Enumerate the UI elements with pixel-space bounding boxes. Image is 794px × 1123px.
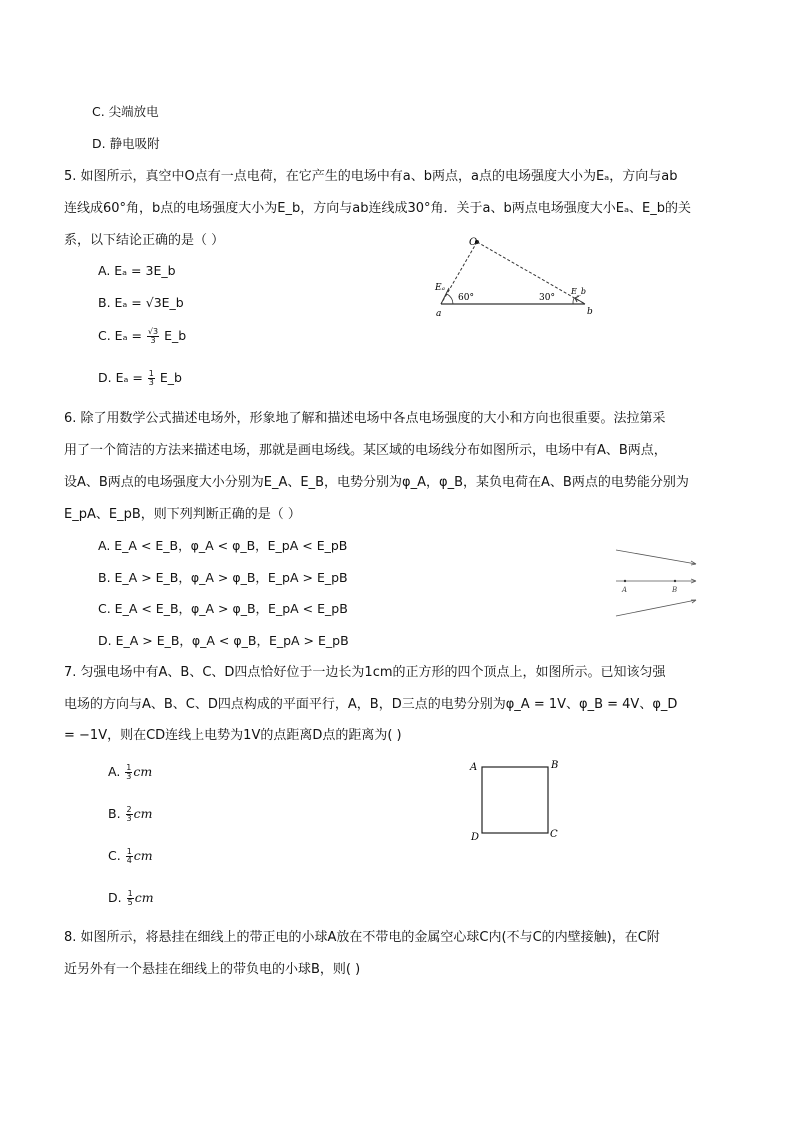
q7-label-d: D <box>471 832 480 843</box>
q5-label-angle-a: 60° <box>458 293 474 303</box>
q5-stem-line2: 连线成60°角，b点的电场强度大小为E_b，方向与ab连线成30°角．关于a、b两点电场强度大小Eₐ、E_b的关 <box>64 201 692 216</box>
q7-option-b-prefix: B. <box>108 806 121 821</box>
q6-stem-line2: 用了一个简洁的方法来描述电场，那就是画电场线。某区域的电场线分布如图所示，电场中有A、B两点， <box>64 443 667 458</box>
q5-label-ea: Eₐ <box>435 283 445 293</box>
q5-line-ob <box>477 242 585 304</box>
q5-label-a: a <box>436 309 442 319</box>
q7-option-c-unit: cm <box>133 848 153 863</box>
q5-label-angle-b: 30° <box>539 293 555 303</box>
q7-option-d-num: 1 <box>127 889 133 898</box>
q7-option-c-prefix: C. <box>108 848 121 863</box>
q7-option-a <box>108 764 152 781</box>
q5-eb-arrow <box>575 296 585 304</box>
q7-square <box>482 767 548 833</box>
q6-option-b: B. E_A > E_B，φ_A > φ_B，E_pA > E_pB <box>98 570 348 585</box>
q7-option-b <box>108 806 153 823</box>
q7-option-d-den: 5 <box>127 898 133 907</box>
q7-option-d <box>108 890 154 907</box>
q5-triangle-figure <box>425 232 605 322</box>
q5-option-d <box>98 370 182 387</box>
q7-option-b-fraction <box>126 806 133 823</box>
q7-option-d-fraction <box>127 890 134 907</box>
q5-angle-arc-b <box>573 298 574 304</box>
q6-label-b: B <box>672 586 678 594</box>
q6-option-d: D. E_A > E_B，φ_A < φ_B，E_pA > E_pB <box>98 633 349 648</box>
q7-label-b: B <box>551 760 559 771</box>
q5-angle-arc-a <box>447 294 453 304</box>
q7-square-figure <box>466 756 566 846</box>
q5-option-d-prefix: D. Eₐ = <box>98 370 143 385</box>
q7-option-a-den: 3 <box>126 772 132 781</box>
q5-option-d-fraction <box>148 370 155 387</box>
q7-option-a-num: 1 <box>126 763 132 772</box>
q6-option-a: A. E_A < E_B，φ_A < φ_B，E_pA < E_pB <box>98 538 348 553</box>
q7-option-d-unit: cm <box>134 890 154 905</box>
q7-label-c: C <box>550 829 558 840</box>
q5-label-o: O <box>469 237 478 248</box>
q6-field-line-bottom <box>616 600 696 616</box>
q7-option-d-prefix: D. <box>108 890 122 905</box>
q5-option-c-den: 3 <box>150 336 156 345</box>
q7-option-a-unit: cm <box>133 764 153 779</box>
q6-label-a: A <box>622 586 628 594</box>
q7-stem-line3: = −1V，则在CD连线上电势为1V的点距离D点的距离为( ) <box>64 728 402 743</box>
q5-label-b: b <box>587 307 593 317</box>
q7-option-b-unit: cm <box>133 806 153 821</box>
q6-field-lines-figure <box>612 544 704 622</box>
q4-option-c: C. 尖端放电 <box>92 104 159 119</box>
q5-option-c-num: √3 <box>147 327 159 336</box>
q7-option-a-fraction <box>125 764 132 781</box>
q6-stem-line1: 6. 除了用数学公式描述电场外，形象地了解和描述电场中各点电场强度的大小和方向也很重要。法拉第采 <box>64 411 666 426</box>
q5-option-c <box>98 328 186 345</box>
q7-option-c <box>108 848 153 865</box>
q5-option-c-suffix: E_b <box>164 328 187 343</box>
q7-option-c-fraction <box>126 848 133 865</box>
q7-label-a: A <box>470 762 478 773</box>
q5-option-d-num: 1 <box>148 369 154 378</box>
q5-option-d-suffix: E_b <box>159 370 182 385</box>
q6-option-c: C. E_A < E_B，φ_A > φ_B，E_pA < E_pB <box>98 601 348 616</box>
q5-option-d-den: 3 <box>148 378 154 387</box>
q7-option-a-prefix: A. <box>108 764 121 779</box>
q8-stem-line2: 近另外有一个悬挂在细线上的带负电的小球B，则( ) <box>64 962 361 977</box>
q4-option-d: D. 静电吸附 <box>92 136 160 151</box>
q6-stem-line4: E_pA、E_pB，则下列判断正确的是（ ） <box>64 507 301 522</box>
q6-point-a <box>624 580 626 582</box>
q5-option-c-prefix: C. Eₐ = <box>98 328 142 343</box>
q7-stem-line2: 电场的方向与A、B、C、D四点构成的平面平行，A，B，D三点的电势分别为φ_A = 1V、φ_B = 4V、φ_D <box>64 697 678 712</box>
q8-stem-line1: 8. 如图所示，将悬挂在细线上的带正电的小球A放在不带电的金属空心球C内(不与C的内壁接触)，在C附 <box>64 930 660 945</box>
q7-option-c-den: 4 <box>126 856 132 865</box>
q5-option-a: A. Eₐ = 3E_b <box>98 263 176 278</box>
q7-option-b-num: 2 <box>126 805 132 814</box>
q5-stem-line1: 5. 如图所示，真空中O点有一点电荷，在它产生的电场中有a、b两点，a点的电场强度大小为Eₐ，方向与ab <box>64 169 678 184</box>
q5-option-c-fraction <box>147 328 159 345</box>
q7-option-c-num: 1 <box>126 847 132 856</box>
q7-stem-line1: 7. 匀强电场中有A、B、C、D四点恰好位于一边长为1cm的正方形的四个顶点上，如图所示。已知该匀强 <box>64 665 666 680</box>
q5-option-b: B. Eₐ = √3E_b <box>98 295 184 310</box>
q6-field-line-top <box>616 550 696 564</box>
q5-label-eb: E_b <box>571 287 586 296</box>
q5-stem-line3: 系，以下结论正确的是（ ） <box>64 233 225 248</box>
q6-stem-line3: 设A、B两点的电场强度大小分别为E_A、E_B，电势分别为φ_A，φ_B，某负电荷在A、B两点的电势能分别为 <box>64 475 689 490</box>
q7-option-b-den: 3 <box>126 814 132 823</box>
q6-point-b <box>674 580 676 582</box>
